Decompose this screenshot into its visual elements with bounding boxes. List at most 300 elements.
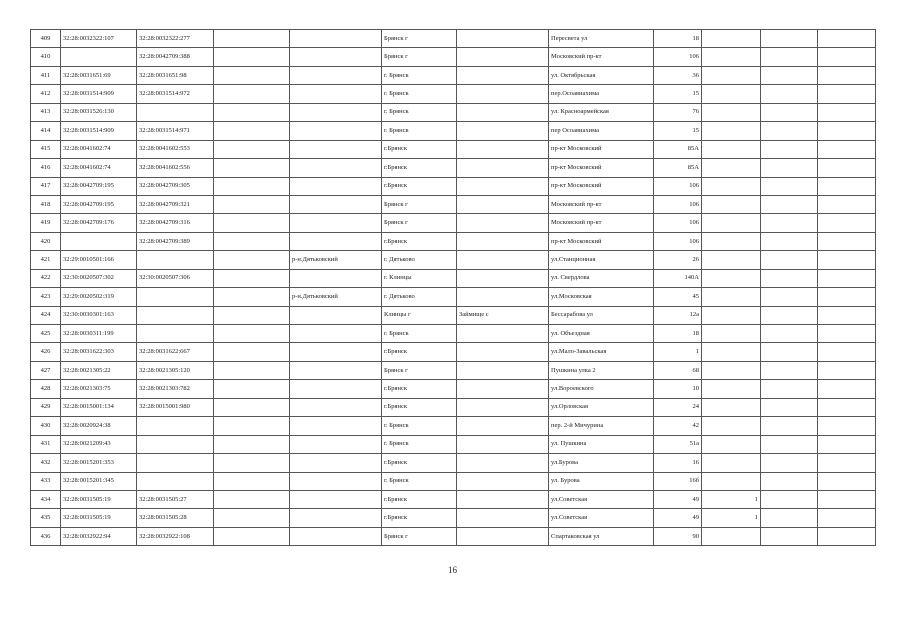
cell-cadastral-number-2: 32:28:0042709:316 (137, 214, 214, 232)
cell-cadastral-number-2 (137, 306, 214, 324)
cell-empty (818, 361, 876, 379)
cell-locality (457, 417, 549, 435)
cell-empty (818, 251, 876, 269)
cell-street: пр-кт Московский (549, 177, 654, 195)
cell-extra (702, 48, 761, 66)
cell-cadastral-number: 32:28:0021305:22 (61, 361, 137, 379)
cell-street: ул. Пушкина (549, 435, 654, 453)
cell-empty (818, 195, 876, 213)
cell-locality (457, 214, 549, 232)
cell-empty (214, 214, 290, 232)
cell-extra (702, 269, 761, 287)
cell-street: ул. Октябрьская (549, 66, 654, 84)
cell-street: пер Осоавиахима (549, 122, 654, 140)
cell-house-number: 85А (654, 159, 702, 177)
table-row (31, 490, 876, 508)
cell-house-number: 106 (654, 177, 702, 195)
cell-empty (214, 103, 290, 121)
cell-house-number: 49 (654, 509, 702, 527)
cell-extra-2 (761, 48, 818, 66)
cell-cadastral-number: 32:28:0030311:199 (61, 325, 137, 343)
cell-empty (214, 454, 290, 472)
cell-extra (702, 214, 761, 232)
cell-district (290, 140, 382, 158)
cell-empty (818, 435, 876, 453)
cell-row-number: 415 (31, 140, 61, 158)
cell-row-number: 429 (31, 398, 61, 416)
cell-street: Бессарабова ул (549, 306, 654, 324)
cell-empty (214, 66, 290, 84)
cell-cadastral-number: 32:28:0031651:69 (61, 66, 137, 84)
cell-locality (457, 454, 549, 472)
cell-city: г.Брянск (382, 380, 457, 398)
cell-house-number: 15 (654, 85, 702, 103)
cell-extra-2 (761, 232, 818, 250)
table-row (31, 325, 876, 343)
cell-cadastral-number-2 (137, 103, 214, 121)
cell-extra-2 (761, 251, 818, 269)
cell-extra-2 (761, 398, 818, 416)
cell-city: г.Брянск (382, 454, 457, 472)
cell-extra (702, 398, 761, 416)
cell-street: ул.Бурова (549, 454, 654, 472)
cell-cadastral-number-2: 32:28:0021305:120 (137, 361, 214, 379)
table-row (31, 48, 876, 66)
cell-district (290, 472, 382, 490)
cell-cadastral-number-2 (137, 435, 214, 453)
cell-empty (818, 140, 876, 158)
cell-locality (457, 140, 549, 158)
cell-district (290, 159, 382, 177)
cell-house-number: 26 (654, 251, 702, 269)
cell-house-number: 90 (654, 527, 702, 545)
table-row (31, 159, 876, 177)
cell-street: пер.Осоавиахима (549, 85, 654, 103)
cell-cadastral-number-2: 32:28:0021303:782 (137, 380, 214, 398)
cell-extra (702, 472, 761, 490)
cell-extra (702, 343, 761, 361)
cell-house-number: 10 (654, 380, 702, 398)
cell-empty (818, 343, 876, 361)
page-number: 16 (448, 565, 457, 575)
table-row (31, 177, 876, 195)
cell-extra-2 (761, 325, 818, 343)
cell-row-number: 416 (31, 159, 61, 177)
cell-cadastral-number: 32:28:0042709:176 (61, 214, 137, 232)
cell-empty (214, 380, 290, 398)
cell-empty (214, 435, 290, 453)
cell-city: Брянск г (382, 361, 457, 379)
cell-city: г.Брянск (382, 140, 457, 158)
cell-locality (457, 103, 549, 121)
table-row (31, 122, 876, 140)
cell-cadastral-number-2 (137, 325, 214, 343)
table-row (31, 343, 876, 361)
cell-empty (818, 472, 876, 490)
table-row (31, 140, 876, 158)
cell-extra (702, 177, 761, 195)
cell-street: Спартаковская ул (549, 527, 654, 545)
cell-district (290, 85, 382, 103)
cell-extra: 1 (702, 490, 761, 508)
cell-cadastral-number-2: 32:28:0031514:972 (137, 85, 214, 103)
cell-district (290, 454, 382, 472)
registry-rows (31, 30, 876, 546)
cell-cadastral-number: 32:28:0042709:195 (61, 195, 137, 213)
cell-extra-2 (761, 509, 818, 527)
cell-row-number: 409 (31, 30, 61, 48)
cell-district (290, 325, 382, 343)
cell-house-number: 85А (654, 140, 702, 158)
cell-row-number: 421 (31, 251, 61, 269)
table-row (31, 66, 876, 84)
cell-empty (818, 527, 876, 545)
cell-district (290, 122, 382, 140)
cell-street: Московский пр-кт (549, 48, 654, 66)
cell-empty (214, 30, 290, 48)
cell-empty (214, 472, 290, 490)
cell-locality (457, 66, 549, 84)
cell-city: Брянск г (382, 30, 457, 48)
cell-empty (214, 85, 290, 103)
cell-extra (702, 361, 761, 379)
cell-row-number: 418 (31, 195, 61, 213)
cell-row-number: 420 (31, 232, 61, 250)
cell-house-number: 68 (654, 361, 702, 379)
cell-street: ул.Московская (549, 288, 654, 306)
cell-cadastral-number (61, 48, 137, 66)
cell-district (290, 435, 382, 453)
cell-extra (702, 66, 761, 84)
cell-city: г. Дятьково (382, 251, 457, 269)
cell-empty (214, 509, 290, 527)
table-row (31, 85, 876, 103)
cell-empty (818, 325, 876, 343)
cell-cadastral-number: 32:28:0032322:107 (61, 30, 137, 48)
cell-cadastral-number: 32:28:0015201:353 (61, 454, 137, 472)
cell-street: Московский пр-кт (549, 195, 654, 213)
cell-locality (457, 48, 549, 66)
cell-empty (818, 306, 876, 324)
cell-empty (214, 361, 290, 379)
cell-locality (457, 509, 549, 527)
cell-district (290, 380, 382, 398)
cell-extra (702, 380, 761, 398)
cell-cadastral-number-2: 32:28:0031505:28 (137, 509, 214, 527)
cell-extra-2 (761, 214, 818, 232)
cell-district: р-н.Дятьковский (290, 251, 382, 269)
cell-house-number: 106 (654, 48, 702, 66)
cell-city: г. Брянск (382, 325, 457, 343)
cell-city: г.Брянск (382, 232, 457, 250)
cell-row-number: 423 (31, 288, 61, 306)
cell-district (290, 177, 382, 195)
cell-extra (702, 232, 761, 250)
cell-cadastral-number: 32:28:0031514:909 (61, 85, 137, 103)
cell-empty (818, 214, 876, 232)
cell-extra-2 (761, 159, 818, 177)
table-row (31, 527, 876, 545)
cell-empty (214, 398, 290, 416)
table-row (31, 454, 876, 472)
cell-extra (702, 30, 761, 48)
cell-street: Пушкина улка 2 (549, 361, 654, 379)
cell-row-number: 434 (31, 490, 61, 508)
cell-extra (702, 251, 761, 269)
cell-extra-2 (761, 343, 818, 361)
cell-cadastral-number: 32:28:0021303:75 (61, 380, 137, 398)
cell-city: г. Брянск (382, 66, 457, 84)
cell-cadastral-number-2: 32:28:0032922:108 (137, 527, 214, 545)
cell-cadastral-number-2: 32:28:0041602:553 (137, 140, 214, 158)
table-row (31, 288, 876, 306)
cell-house-number: 106 (654, 214, 702, 232)
table-row (31, 306, 876, 324)
cell-extra-2 (761, 85, 818, 103)
cell-cadastral-number: 32:28:0031526:130 (61, 103, 137, 121)
cell-empty (818, 85, 876, 103)
cell-street: Пересвета ул (549, 30, 654, 48)
cell-extra: 1 (702, 509, 761, 527)
cell-district: р-н.Дятьковский (290, 288, 382, 306)
cell-empty (818, 269, 876, 287)
cell-house-number: 51а (654, 435, 702, 453)
cell-city: г.Брянск (382, 398, 457, 416)
cell-empty (214, 417, 290, 435)
cell-city: Брянск г (382, 48, 457, 66)
cell-district (290, 30, 382, 48)
cell-locality (457, 398, 549, 416)
cell-street: ул.Мало-Завальская (549, 343, 654, 361)
cell-row-number: 411 (31, 66, 61, 84)
cell-row-number: 417 (31, 177, 61, 195)
table-row (31, 214, 876, 232)
cell-cadastral-number: 32:28:0020924:38 (61, 417, 137, 435)
cell-extra-2 (761, 490, 818, 508)
cell-city: Брянск г (382, 195, 457, 213)
cell-district (290, 527, 382, 545)
cell-row-number: 435 (31, 509, 61, 527)
cell-district (290, 195, 382, 213)
cell-city: г. Брянск (382, 103, 457, 121)
cell-extra (702, 85, 761, 103)
cell-cadastral-number: 32:28:0041602:74 (61, 140, 137, 158)
table-row (31, 251, 876, 269)
cell-extra-2 (761, 361, 818, 379)
cell-cadastral-number-2 (137, 454, 214, 472)
cell-cadastral-number-2: 32:28:0031505:27 (137, 490, 214, 508)
cell-row-number: 433 (31, 472, 61, 490)
cell-row-number: 430 (31, 417, 61, 435)
cell-extra-2 (761, 30, 818, 48)
cell-cadastral-number-2: 32:28:0032322:277 (137, 30, 214, 48)
cell-house-number: 45 (654, 288, 702, 306)
cell-empty (818, 232, 876, 250)
table-row (31, 509, 876, 527)
cell-house-number: 140А (654, 269, 702, 287)
cell-extra (702, 325, 761, 343)
cell-extra (702, 103, 761, 121)
cell-city: г.Брянск (382, 177, 457, 195)
cell-row-number: 413 (31, 103, 61, 121)
cell-city: г.Брянск (382, 509, 457, 527)
cell-street: ул.Советская (549, 509, 654, 527)
cell-extra (702, 527, 761, 545)
cell-row-number: 412 (31, 85, 61, 103)
cell-extra-2 (761, 288, 818, 306)
cell-street: ул. Бурова (549, 472, 654, 490)
cell-cadastral-number-2 (137, 472, 214, 490)
cell-street: пр-кт Московский (549, 232, 654, 250)
cell-district (290, 343, 382, 361)
cell-locality (457, 85, 549, 103)
cell-cadastral-number-2 (137, 251, 214, 269)
cell-empty (818, 509, 876, 527)
cell-cadastral-number: 32:29:0010501:166 (61, 251, 137, 269)
cell-locality (457, 343, 549, 361)
cell-cadastral-number: 32:28:0031622:303 (61, 343, 137, 361)
cell-row-number: 427 (31, 361, 61, 379)
cell-row-number: 436 (31, 527, 61, 545)
cell-empty (818, 490, 876, 508)
cell-house-number: 49 (654, 490, 702, 508)
cell-cadastral-number-2: 32:28:0041602:556 (137, 159, 214, 177)
cell-empty (214, 251, 290, 269)
cell-cadastral-number-2: 32:28:0042709:321 (137, 195, 214, 213)
cell-row-number: 424 (31, 306, 61, 324)
cell-cadastral-number-2 (137, 417, 214, 435)
cell-empty (818, 380, 876, 398)
table-row (31, 232, 876, 250)
cell-extra (702, 140, 761, 158)
cell-empty (818, 288, 876, 306)
cell-locality (457, 232, 549, 250)
cell-extra-2 (761, 269, 818, 287)
table-row (31, 398, 876, 416)
cell-empty (214, 288, 290, 306)
cell-city: г.Брянск (382, 343, 457, 361)
cell-city: г.Брянск (382, 490, 457, 508)
cell-city: г. Клинцы (382, 269, 457, 287)
cell-city: г. Брянск (382, 472, 457, 490)
cell-empty (214, 343, 290, 361)
cell-house-number: 24 (654, 398, 702, 416)
cell-empty (214, 269, 290, 287)
cell-empty (818, 30, 876, 48)
cell-empty (214, 490, 290, 508)
cell-empty (818, 48, 876, 66)
cell-extra-2 (761, 177, 818, 195)
cell-cadastral-number: 32:30:0030301:163 (61, 306, 137, 324)
cell-street: ул. Свердлова (549, 269, 654, 287)
cell-cadastral-number: 32:29:0020502:319 (61, 288, 137, 306)
cell-cadastral-number: 32:28:0031514:909 (61, 122, 137, 140)
cell-locality (457, 490, 549, 508)
cell-extra-2 (761, 306, 818, 324)
cell-district (290, 48, 382, 66)
cell-cadastral-number: 32:28:0032922:94 (61, 527, 137, 545)
cell-city: Брянск г (382, 214, 457, 232)
cell-extra (702, 417, 761, 435)
cell-empty (214, 177, 290, 195)
cell-locality (457, 30, 549, 48)
cell-extra (702, 435, 761, 453)
cell-row-number: 425 (31, 325, 61, 343)
cell-cadastral-number: 32:30:0020507:302 (61, 269, 137, 287)
cell-street: ул. Красноармейская (549, 103, 654, 121)
table-row (31, 380, 876, 398)
cell-locality: Займище с (457, 306, 549, 324)
cell-city: г. Брянск (382, 122, 457, 140)
cell-street: пр-кт Московский (549, 159, 654, 177)
cell-district (290, 103, 382, 121)
cell-empty (214, 48, 290, 66)
cell-extra (702, 195, 761, 213)
cell-street: пер. 2-й Мичурина (549, 417, 654, 435)
cell-extra (702, 454, 761, 472)
cell-row-number: 419 (31, 214, 61, 232)
table-row (31, 472, 876, 490)
cell-cadastral-number: 32:28:0031505:19 (61, 490, 137, 508)
cell-district (290, 232, 382, 250)
cell-locality (457, 159, 549, 177)
cell-row-number: 432 (31, 454, 61, 472)
cell-extra (702, 159, 761, 177)
cell-empty (214, 306, 290, 324)
cell-empty (214, 159, 290, 177)
cell-empty (214, 527, 290, 545)
cell-street: Московский пр-кт (549, 214, 654, 232)
cell-house-number: 42 (654, 417, 702, 435)
cell-district (290, 269, 382, 287)
cell-extra-2 (761, 103, 818, 121)
cell-cadastral-number: 32:28:0015201:345 (61, 472, 137, 490)
cell-locality (457, 177, 549, 195)
cell-extra-2 (761, 417, 818, 435)
cell-empty (214, 122, 290, 140)
cell-house-number: 106 (654, 232, 702, 250)
cell-city: Брянск г (382, 527, 457, 545)
cell-empty (818, 398, 876, 416)
cell-locality (457, 122, 549, 140)
cell-district (290, 361, 382, 379)
cell-empty (214, 195, 290, 213)
cell-locality (457, 472, 549, 490)
cell-cadastral-number: 32:28:0041602:74 (61, 159, 137, 177)
cell-row-number: 414 (31, 122, 61, 140)
cell-house-number: 1 (654, 343, 702, 361)
cell-extra-2 (761, 380, 818, 398)
cell-empty (818, 417, 876, 435)
cell-city: г. Дятьково (382, 288, 457, 306)
cell-district (290, 306, 382, 324)
cell-empty (214, 232, 290, 250)
cell-cadastral-number: 32:28:0042709:195 (61, 177, 137, 195)
table-row (31, 417, 876, 435)
cell-row-number: 410 (31, 48, 61, 66)
cell-extra-2 (761, 454, 818, 472)
table-row (31, 435, 876, 453)
cell-extra-2 (761, 66, 818, 84)
cell-cadastral-number-2: 32:28:0042709:389 (137, 232, 214, 250)
cell-street: пр-кт Московский (549, 140, 654, 158)
cell-empty (818, 159, 876, 177)
cell-cadastral-number-2: 32:28:0031651:98 (137, 66, 214, 84)
cell-extra-2 (761, 435, 818, 453)
cell-house-number: 106 (654, 195, 702, 213)
cell-locality (457, 361, 549, 379)
cell-district (290, 417, 382, 435)
